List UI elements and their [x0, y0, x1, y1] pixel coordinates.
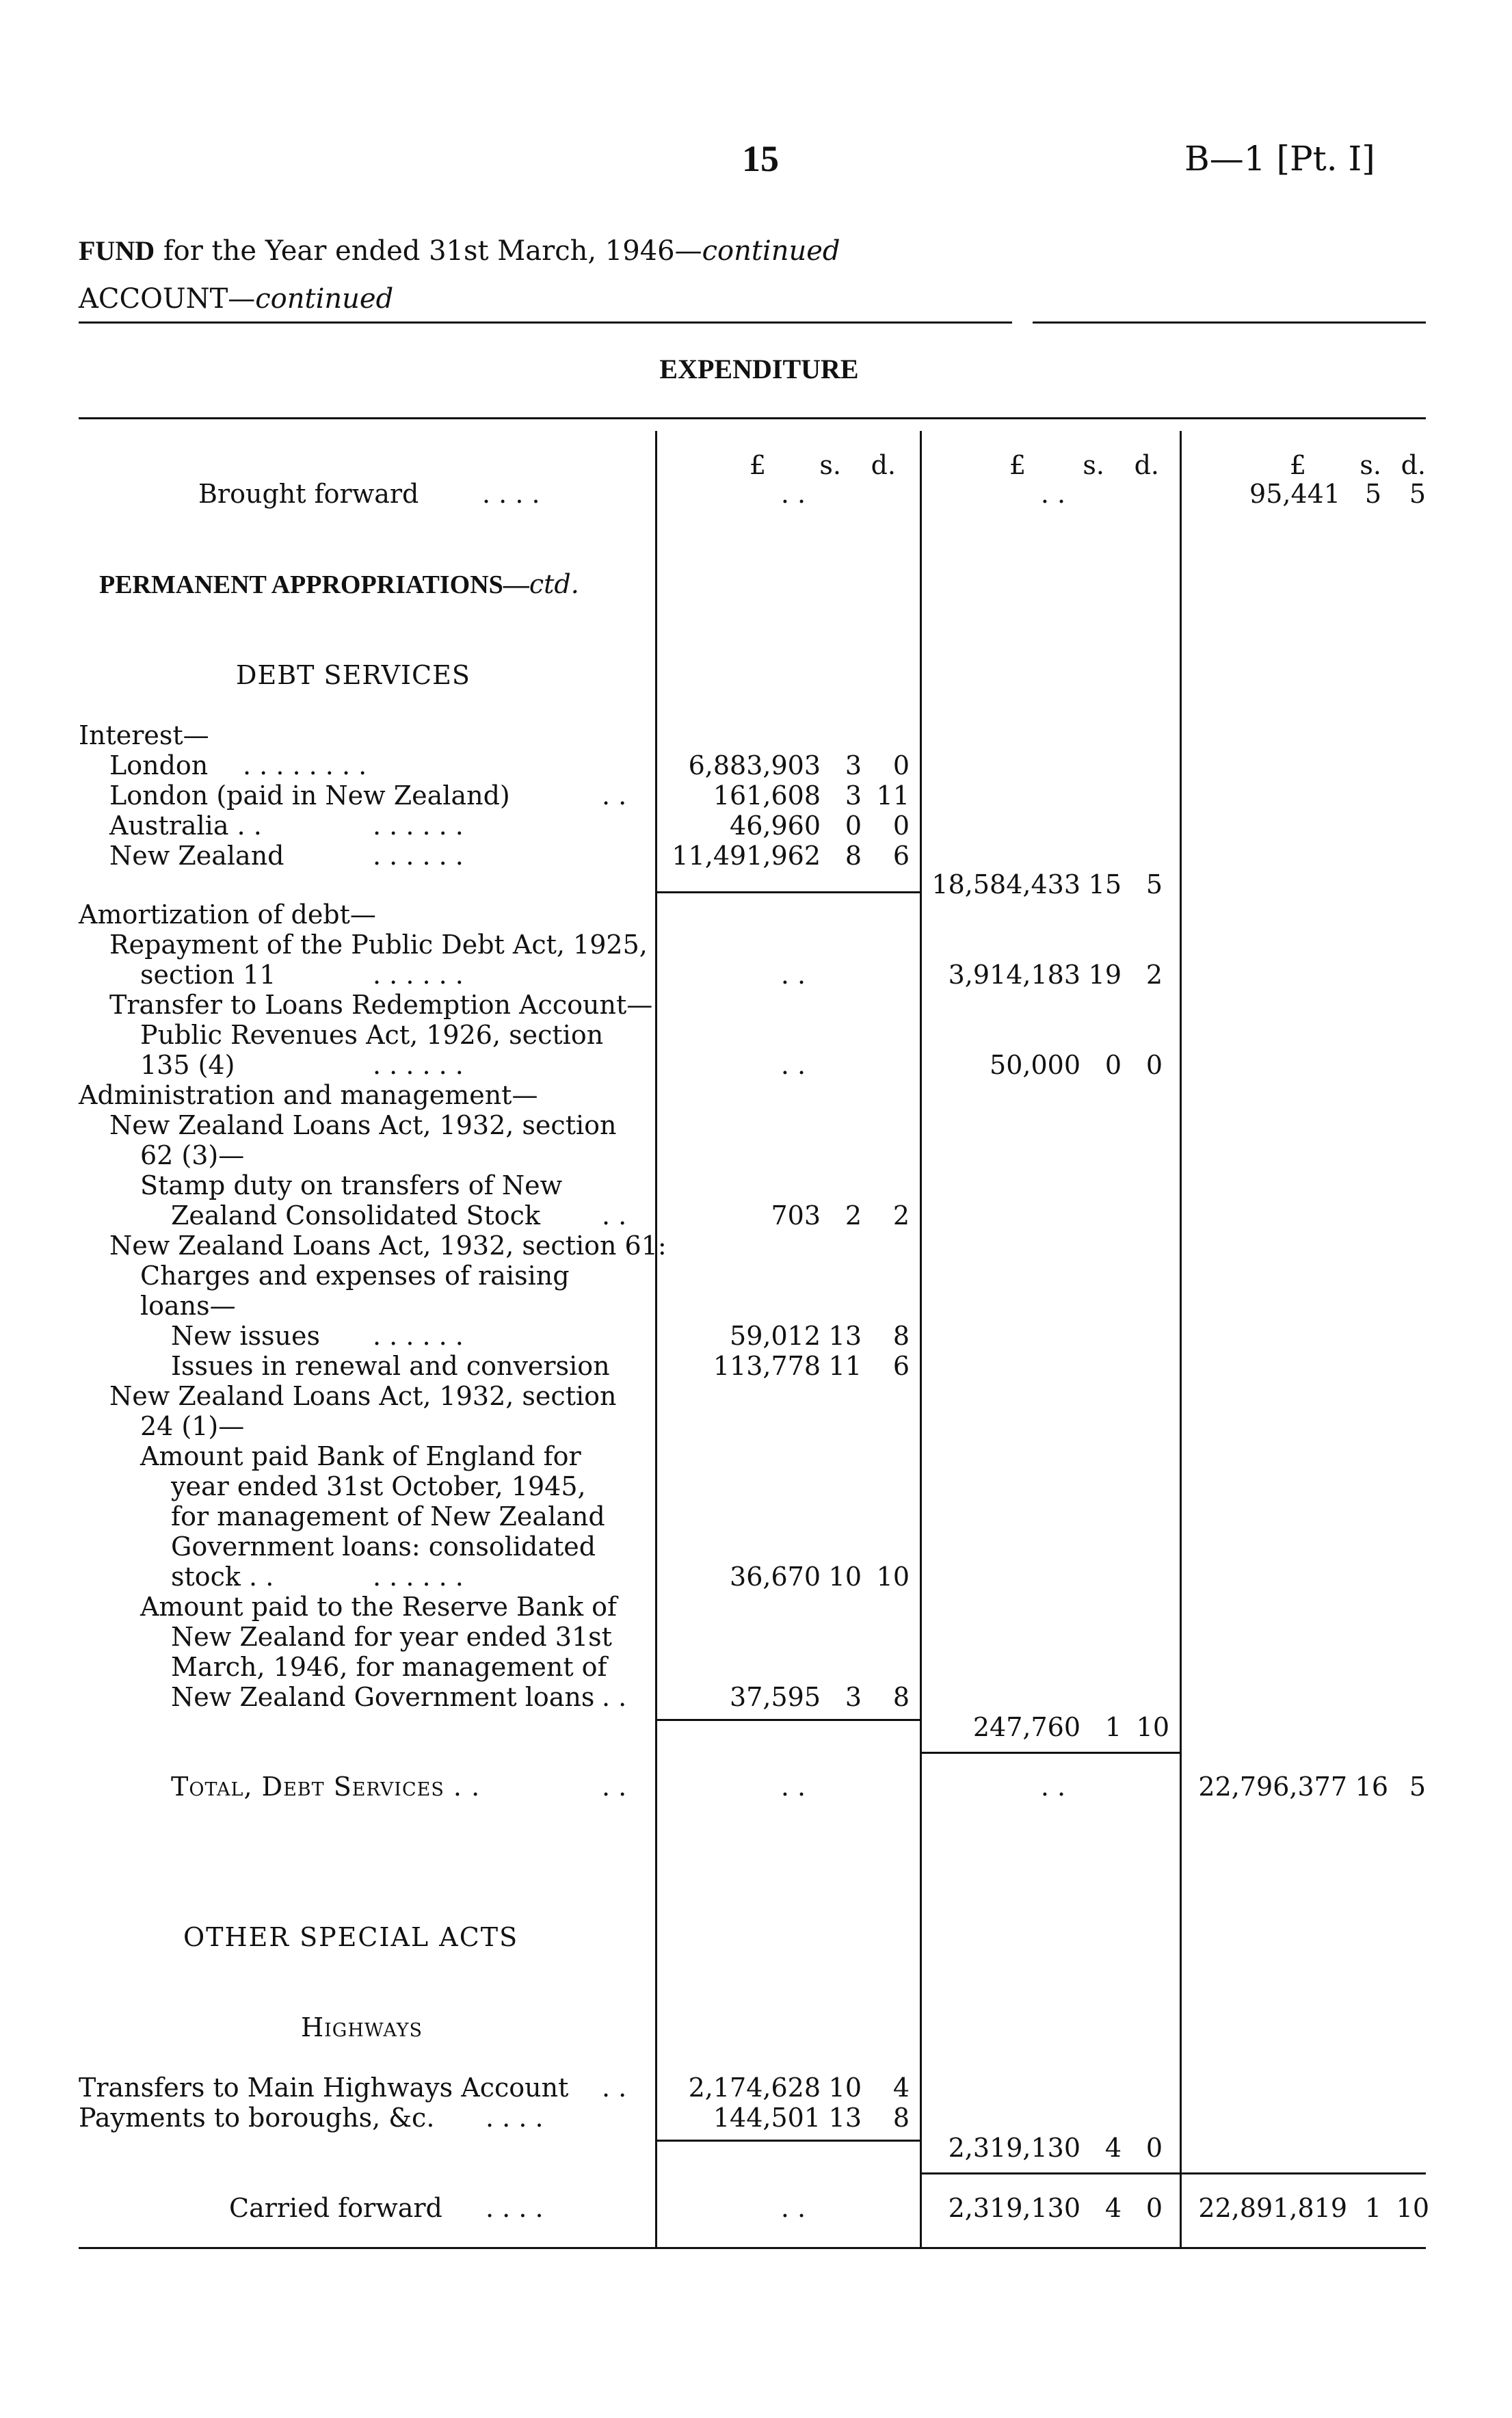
- nzla62-line2: 62 (3)—: [140, 1140, 245, 1170]
- carried-forward-dots: . . . .: [486, 2193, 544, 2223]
- col2-d: d.: [1134, 450, 1159, 480]
- carried-forward-c3-s: 1: [1364, 2193, 1381, 2223]
- charges-line1: Charges and expenses of raising: [140, 1261, 570, 1291]
- nzla62-line1: New Zealand Loans Act, 1932, section: [109, 1110, 617, 1140]
- rb-line2: New Zealand for year ended 31st: [171, 1622, 612, 1652]
- boe-line1: Amount paid Bank of England for: [140, 1441, 581, 1471]
- new-zealand-c1-s: 8: [845, 841, 862, 871]
- boe-line2: year ended 31st October, 1945,: [171, 1471, 586, 1501]
- perm-title-text: PERMANENT APPROPRIATIONS—: [99, 570, 529, 599]
- rule-top-left: [79, 321, 1012, 324]
- rb-line3: March, 1946, for management of: [171, 1652, 607, 1682]
- renewal-c1-pounds: 113,778: [713, 1351, 821, 1381]
- transfer-c2-pounds: 50,000: [990, 1050, 1080, 1080]
- new-zealand-dots: . . . . . .: [373, 841, 464, 871]
- rb-c1-s: 3: [845, 1682, 862, 1712]
- boe-line5: stock . .: [171, 1562, 274, 1592]
- transfer-c1: . .: [780, 1050, 806, 1080]
- repay-line1: Repayment of the Public Debt Act, 1925,: [109, 930, 648, 960]
- rb-dots: . .: [602, 1682, 627, 1712]
- col-rule-3: [1180, 431, 1182, 2247]
- transfer-c2-s: 0: [1104, 1050, 1122, 1080]
- perm-title-ctd: ctd.: [529, 569, 579, 599]
- transfer-c2-d: 0: [1145, 1050, 1163, 1080]
- new-issues-c1-d: 8: [892, 1321, 910, 1351]
- boe-c1-s: 10: [828, 1562, 862, 1592]
- highways-total-d: 0: [1145, 2133, 1163, 2163]
- rule-interest-sum: [656, 891, 920, 893]
- col3-s: s.: [1360, 450, 1381, 480]
- other-special-acts-heading: OTHER SPECIAL ACTS: [183, 1922, 519, 1952]
- interest-total-pounds: 18,584,433: [931, 869, 1080, 899]
- amortization-label: Amortization of debt—: [79, 899, 376, 930]
- carried-forward-c2-pounds: 2,319,130: [948, 2193, 1080, 2223]
- highways-total-pounds: 2,319,130: [948, 2133, 1080, 2163]
- london-c1-pounds: 6,883,903: [688, 750, 821, 780]
- australia-label: Australia . .: [109, 811, 262, 841]
- boroughs-c1-d: 8: [892, 2103, 910, 2133]
- new-zealand-c1-pounds: 11,491,962: [672, 841, 821, 871]
- rule-debt-total: [922, 1752, 1180, 1754]
- col2-pound: £: [1009, 450, 1026, 480]
- rule-highways-sum: [656, 2140, 920, 2142]
- london-nz-c1-d: 11: [876, 780, 910, 811]
- nzla61-line: New Zealand Loans Act, 1932, section 61:: [109, 1231, 667, 1261]
- interest-total-d: 5: [1145, 869, 1163, 899]
- new-issues-label: New issues: [171, 1321, 320, 1351]
- australia-dots: . . . . . .: [373, 811, 464, 841]
- total-debt-c1: . .: [780, 1772, 806, 1802]
- new-issues-dots: . . . . . .: [373, 1321, 464, 1351]
- rb-c1-d: 8: [892, 1682, 910, 1712]
- admin-total-s: 1: [1104, 1712, 1122, 1742]
- col-rule-2: [920, 431, 922, 2247]
- carried-forward-c1: . .: [780, 2193, 806, 2223]
- rule-table-top: [79, 417, 1426, 419]
- boroughs-c1-s: 13: [828, 2103, 862, 2133]
- brought-forward-c3-pounds: 95,441: [1249, 479, 1340, 509]
- new-zealand-label: New Zealand: [109, 841, 284, 871]
- main-highways-dots: . .: [602, 2073, 627, 2103]
- boe-dots: . . . . . .: [373, 1562, 464, 1592]
- interest-label: Interest—: [79, 720, 209, 750]
- rb-line1: Amount paid to the Reserve Bank of: [140, 1592, 618, 1622]
- transfer-line1: Transfer to Loans Redemption Account—: [109, 990, 653, 1020]
- fund-heading: [79, 236, 840, 266]
- new-issues-c1-pounds: 59,012: [730, 1321, 821, 1351]
- london-c1-d: 0: [892, 750, 910, 780]
- carried-forward-label: Carried forward: [229, 2193, 442, 2223]
- renewal-c1-s: 11: [828, 1351, 862, 1381]
- main-highways-label: Transfers to Main Highways Account: [79, 2073, 569, 2103]
- boroughs-c1-pounds: 144,501: [713, 2103, 821, 2133]
- stamp-line1: Stamp duty on transfers of New: [140, 1170, 563, 1200]
- fund-heading-text: for the Year ended 31st March, 1946—: [163, 235, 702, 267]
- fund-heading-cont: continued: [702, 235, 840, 267]
- london-nz-c1-s: 3: [845, 780, 862, 811]
- brought-forward-label: Brought forward: [198, 479, 419, 509]
- col2-s: s.: [1083, 450, 1104, 480]
- nzla24-line2: 24 (1)—: [140, 1411, 245, 1441]
- boe-line4: Government loans: consolidated: [171, 1532, 596, 1562]
- col1-s: s.: [819, 450, 841, 480]
- total-debt-c2: . .: [1040, 1772, 1066, 1802]
- charges-line2: loans—: [140, 1291, 236, 1321]
- total-debt-label: Total, Debt Services . .: [171, 1772, 481, 1802]
- main-highways-c1-d: 4: [892, 2073, 910, 2103]
- repay-dots: . . . . . .: [373, 960, 464, 990]
- australia-c1-pounds: 46,960: [730, 811, 821, 841]
- rb-line4: New Zealand Government loans: [171, 1682, 595, 1712]
- repay-line2: section 11: [140, 960, 276, 990]
- london-dots: . . . . . . . .: [243, 750, 367, 780]
- carried-forward-c3-d: 10: [1396, 2193, 1429, 2223]
- transfer-line3: 135 (4): [140, 1050, 235, 1080]
- account-heading: [79, 284, 393, 314]
- boroughs-label: Payments to boroughs, &c.: [79, 2103, 435, 2133]
- brought-forward-c3-d: 5: [1409, 479, 1426, 509]
- rule-top-right: [1033, 321, 1426, 324]
- stamp-line2: Zealand Consolidated Stock: [171, 1200, 540, 1231]
- repay-c1: . .: [780, 960, 806, 990]
- rule-carried-forward: [922, 2172, 1426, 2174]
- transfer-dots: . . . . . .: [373, 1050, 464, 1080]
- transfer-line2: Public Revenues Act, 1926, section: [140, 1020, 604, 1050]
- highways-total-s: 4: [1104, 2133, 1122, 2163]
- interest-total-s: 15: [1088, 869, 1122, 899]
- account-heading-cont: continued: [255, 283, 394, 315]
- london-label: London: [109, 750, 209, 780]
- london-nz-c1-pounds: 161,608: [713, 780, 821, 811]
- australia-c1-s: 0: [845, 811, 862, 841]
- new-zealand-c1-d: 6: [892, 841, 910, 871]
- main-highways-c1-pounds: 2,174,628: [688, 2073, 821, 2103]
- repay-c2-d: 2: [1145, 960, 1163, 990]
- repay-c2-s: 19: [1088, 960, 1122, 990]
- brought-forward-c1: . .: [780, 479, 806, 509]
- col3-d: d.: [1401, 450, 1426, 480]
- boe-c1-d: 10: [876, 1562, 910, 1592]
- total-debt-c3-pounds: 22,796,377: [1198, 1772, 1347, 1802]
- boe-c1-pounds: 36,670: [730, 1562, 821, 1592]
- col1-d: d.: [871, 450, 896, 480]
- debt-services-heading: DEBT SERVICES: [236, 660, 470, 690]
- admin-label: Administration and management—: [79, 1080, 538, 1110]
- boe-line3: for management of New Zealand: [171, 1501, 605, 1532]
- total-debt-c3-s: 16: [1355, 1772, 1388, 1802]
- stamp-c1-pounds: 703: [771, 1200, 821, 1231]
- highways-heading: Highways: [301, 2012, 423, 2042]
- new-issues-c1-s: 13: [828, 1321, 862, 1351]
- carried-forward-c3-pounds: 22,891,819: [1198, 2193, 1347, 2223]
- col1-pound: £: [749, 450, 766, 480]
- fund-heading-bold: FUND: [79, 235, 155, 266]
- australia-c1-d: 0: [892, 811, 910, 841]
- section-title: EXPENDITURE: [659, 354, 859, 384]
- brought-forward-c3-s: 5: [1364, 479, 1381, 509]
- carried-forward-c2-d: 0: [1145, 2193, 1163, 2223]
- page-ref: B—1 [Pt. I]: [1184, 139, 1375, 179]
- repay-c2-pounds: 3,914,183: [948, 960, 1080, 990]
- total-debt-dots: . .: [602, 1772, 627, 1802]
- carried-forward-c2-s: 4: [1104, 2193, 1122, 2223]
- stamp-c1-s: 2: [845, 1200, 862, 1231]
- brought-forward-c2: . .: [1040, 479, 1066, 509]
- renewal-label: Issues in renewal and conversion: [171, 1351, 610, 1381]
- main-highways-c1-s: 10: [828, 2073, 862, 2103]
- account-heading-text: ACCOUNT—: [79, 283, 256, 315]
- london-nz-label: London (paid in New Zealand): [109, 780, 510, 811]
- col3-pound: £: [1289, 450, 1306, 480]
- brought-forward-dots: . . . .: [482, 479, 540, 509]
- rule-admin-sum: [656, 1719, 920, 1721]
- perm-appropriations-title: [99, 569, 579, 600]
- page-number: 15: [742, 138, 779, 179]
- rb-c1-pounds: 37,595: [730, 1682, 821, 1712]
- boroughs-dots: . . . .: [486, 2103, 544, 2133]
- stamp-dots: . .: [602, 1200, 627, 1231]
- renewal-c1-d: 6: [892, 1351, 910, 1381]
- london-nz-dots: . .: [602, 780, 627, 811]
- total-debt-c3-d: 5: [1409, 1772, 1426, 1802]
- admin-total-pounds: 247,760: [972, 1712, 1080, 1742]
- stamp-c1-d: 2: [892, 1200, 910, 1231]
- nzla24-line1: New Zealand Loans Act, 1932, section: [109, 1381, 617, 1411]
- london-c1-s: 3: [845, 750, 862, 780]
- admin-total-d: 10: [1136, 1712, 1169, 1742]
- rule-table-bottom: [79, 2247, 1426, 2249]
